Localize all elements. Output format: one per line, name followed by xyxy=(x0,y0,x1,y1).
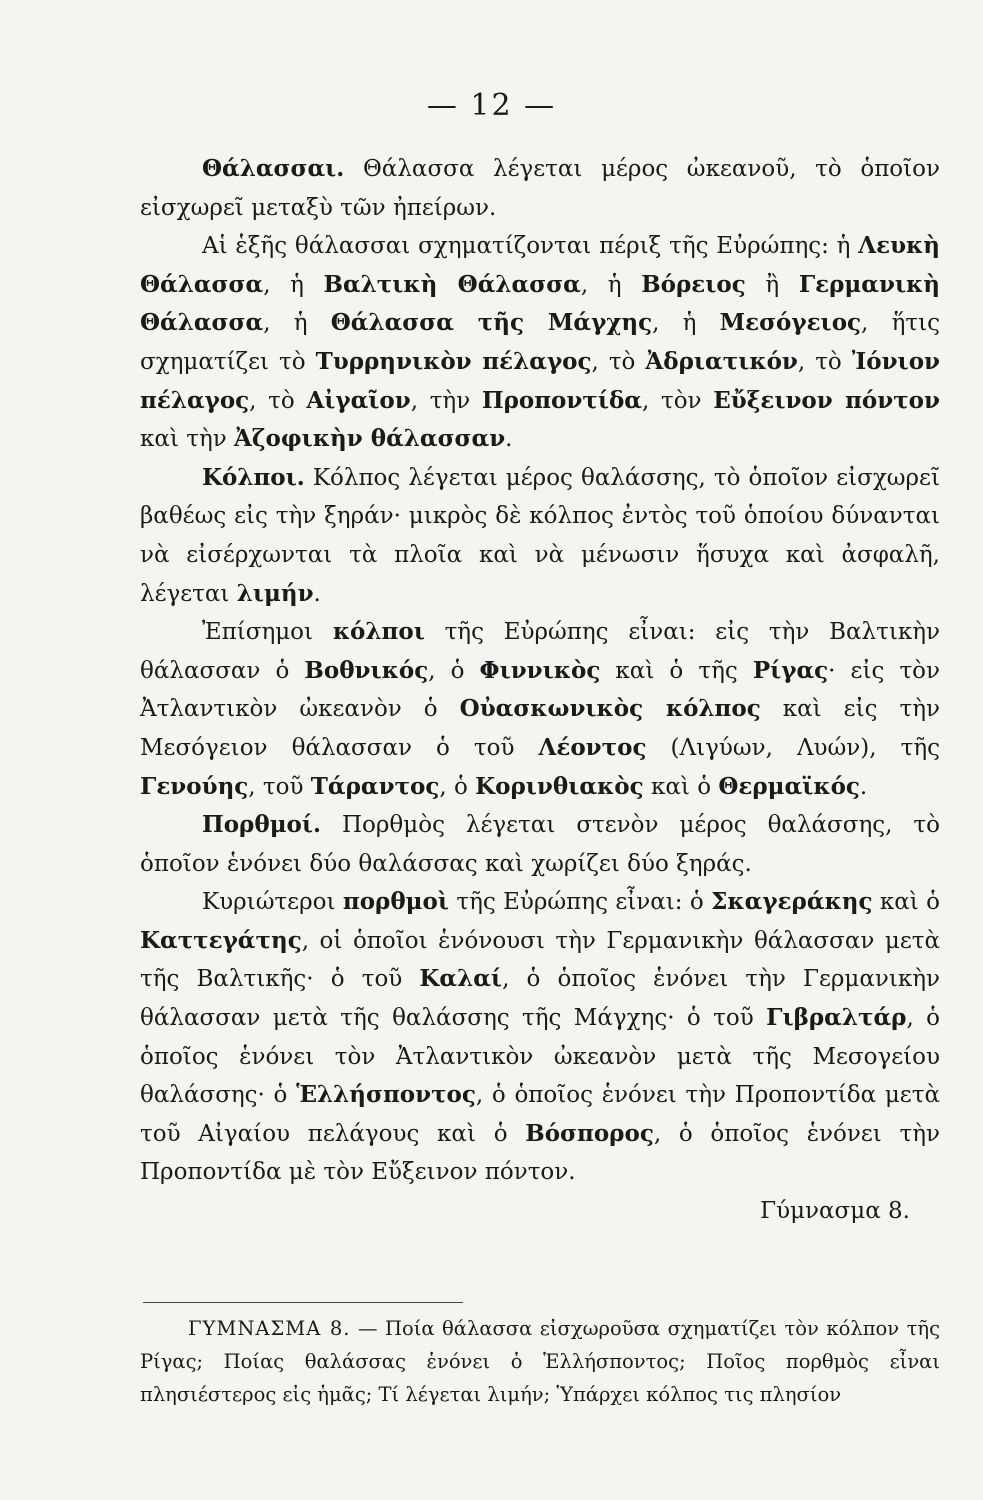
text-run: καὶ ὁ τῆς xyxy=(600,657,753,684)
sea-name: Προποντίδα xyxy=(481,386,642,414)
text-run: , ἥτις σχηματίζει τὸ xyxy=(140,310,940,375)
text-run: , τὸ xyxy=(249,387,307,414)
footnote-heading: ΓΥΜΝΑΣΜΑ 8. xyxy=(188,1317,351,1340)
term-straits: πορθμοὶ xyxy=(342,888,449,916)
text-run: Ἐπίσημοι xyxy=(202,619,333,646)
text-run: , τὸν xyxy=(642,387,714,414)
sea-name: Γερμανικὴ Θάλασσα xyxy=(140,270,941,337)
heading-gulfs: Κόλποι. xyxy=(202,463,305,491)
sea-name: Ἰόνιον πέλαγος xyxy=(140,347,940,414)
text-run: . xyxy=(313,580,321,607)
text-run: Κόλπος λέγεται μέρος θαλάσσης, τὸ ὁποῖον εἰσχωρεῖ βαθέως εἰς τὴν ξηράν· μικρὸς δὲ κόλπος ἐντὸς τοῦ ὁποίου δύνανται νὰ εἰσέρχωνται τὰ πλοῖα καὶ νὰ μένωσιν ἥσυχα καὶ ἀσφαλῆ, λέγεται xyxy=(140,464,940,607)
text-run: , ὁ ὁποῖος ἑνόνει τὴν Προποντίδα μετὰ τοῦ Αἰγαίου πελάγους καὶ ὁ xyxy=(140,1082,940,1147)
footnote-divider xyxy=(143,1302,463,1303)
strait-name: Βόσπορος xyxy=(525,1119,654,1147)
text-run: καὶ τὴν xyxy=(140,426,235,453)
text-run: · εἰς τὸν Ἀτλαντικὸν ὠκεανὸν ὁ xyxy=(140,657,941,723)
text-run: , ἡ xyxy=(263,310,331,337)
text-run: . xyxy=(505,426,513,453)
page-number: — 12 — xyxy=(426,88,557,123)
paragraph-seas-definition xyxy=(140,150,940,227)
sea-name: Μεσόγειος xyxy=(719,309,862,337)
text-run: , ἡ xyxy=(580,271,642,298)
gulf-name: Τάραντος xyxy=(310,772,440,800)
text-run: καὶ ὁ xyxy=(872,889,941,916)
text-run: τῆς Εὐρώπης εἶναι: εἰς τὴν Βαλτικὴν θάλασσαν ὁ xyxy=(140,619,941,684)
gulf-name: Λέοντος xyxy=(538,733,647,761)
term-harbor: λιμήν xyxy=(236,579,314,607)
sea-name: Λευκὴ Θάλασσα xyxy=(140,232,940,298)
gulf-name: Γενούης xyxy=(140,772,249,800)
paragraph-european-straits xyxy=(140,883,940,1192)
main-text xyxy=(140,150,940,1231)
heading-straits: Πορθμοί. xyxy=(202,811,322,839)
strait-name: Ἑλλήσποντος xyxy=(296,1081,476,1109)
strait-name: Καττεγάτης xyxy=(140,926,302,954)
paragraph-straits-definition xyxy=(140,806,940,883)
sea-name: Τυρρηνικὸν πέλαγος xyxy=(315,347,592,375)
gulf-name: Οὐασκωνικὸς κόλπος xyxy=(459,695,761,723)
text-run: , ὁ ὁποῖος ἑνόνει τὴν Γερμανικὴν θάλασσαν μετὰ τῆς θαλάσσης τῆς Μάγχης· ὁ τοῦ xyxy=(140,966,940,1032)
text-run: καὶ ὁ xyxy=(643,773,719,800)
text-run: , ὁ ὁποῖος ἑνόνει τὴν Προποντίδα μὲ τὸν Εὔξεινον πόντον. xyxy=(140,1120,940,1186)
text-run: , τὴν xyxy=(410,387,482,414)
strait-name: Σκαγεράκης xyxy=(711,888,873,916)
text-run: , τοῦ xyxy=(248,773,311,800)
heading-seas: Θάλασσαι. xyxy=(202,155,345,182)
text-run: , οἱ ὁποῖοι ἑνόνουσι τὴν Γερμανικὴν θάλασσαν μετὰ τῆς Βαλτικῆς· ὁ τοῦ xyxy=(140,927,940,993)
text-run: Αἱ ἑξῆς θάλασσαι σχηματίζονται πέριξ τῆς Εὐρώπης: ἡ xyxy=(202,233,859,260)
text-run: , τὸ xyxy=(591,348,646,375)
sea-name: Ἀζοφικὴν θάλασσαν xyxy=(234,425,506,453)
text-run: , ἡ xyxy=(263,271,324,298)
gulf-name: Θερμαϊκός xyxy=(718,772,860,800)
exercise-reference: Γύμνασμα 8. xyxy=(760,1198,910,1225)
term-gulfs: κόλποι xyxy=(332,618,425,646)
seas-definition-text: Θάλασσα λέγεται μέρος ὠκεανοῦ, τὸ ὁποῖον εἰσχωρεῖ μεταξὺ τῶν ἠπείρων. xyxy=(140,156,940,221)
text-run: τῆς Εὐρώπης εἶναι: ὁ xyxy=(449,889,712,916)
sea-name: Αἰγαῖον xyxy=(306,386,411,414)
strait-name: Γιβραλτάρ xyxy=(766,1004,907,1032)
gulf-name: Βοθνικός xyxy=(304,656,429,684)
sea-name: Βόρειος xyxy=(641,270,746,298)
sea-name: Θάλασσα τῆς Μάγχης xyxy=(330,309,653,337)
text-run: , τὸ xyxy=(797,348,852,375)
sea-name: Ἀδριατικόν xyxy=(645,347,798,375)
text-run: ἢ xyxy=(745,271,799,298)
sea-name: Εὔξεινον πόντον xyxy=(713,386,940,414)
paragraph-european-seas xyxy=(140,227,940,459)
sea-name: Βαλτικὴ Θάλασσα xyxy=(323,270,581,298)
text-run: , ὁ ὁποῖος ἑνόνει τὸν Ἀτλαντικὸν ὠκεανὸν μετὰ τῆς Μεσογείου θαλάσσης· ὁ xyxy=(140,1005,940,1109)
footnote-text: — Ποία θάλασσα εἰσχωροῦσα σχηματίζει τὸν κόλπον τῆς Ρίγας; Ποίας θαλάσσας ἑνόνει ὁ Ἑλλήσποντος; Ποῖος πορθμὸς εἶναι πλησιέστερος εἰς ἡμᾶς; Τί λέγεται λιμήν; Ὑπάρχει κόλπος τις πλησίον xyxy=(140,1317,940,1406)
paragraph-gulfs-definition xyxy=(140,459,940,613)
gulf-name: Φιννικὸς xyxy=(479,656,601,684)
text-run: . xyxy=(859,773,868,800)
text-run: Κυριώτεροι xyxy=(202,889,343,916)
gulf-name: Ρίγας xyxy=(752,656,829,684)
text-run: Πορθμὸς λέγεται στενὸν μέρος θαλάσσης, τὸ ὁποῖον ἑνόνει δύο θαλάσσας καὶ χωρίζει δύο ξηράς. xyxy=(140,812,940,877)
text-run: (Λιγύων, Λυών), τῆς xyxy=(646,734,940,761)
gulf-name: Κορινθιακὸς xyxy=(475,772,644,800)
text-run: , ὁ xyxy=(428,657,480,684)
paragraph-european-gulfs xyxy=(140,613,940,806)
text-run: καὶ εἰς τὴν Μεσόγειον θάλασσαν ὁ τοῦ xyxy=(140,696,940,761)
footnote xyxy=(140,1312,940,1411)
strait-name: Καλαί xyxy=(419,965,503,993)
text-run: , ὁ xyxy=(439,773,476,800)
text-run: , ἡ xyxy=(652,310,720,337)
